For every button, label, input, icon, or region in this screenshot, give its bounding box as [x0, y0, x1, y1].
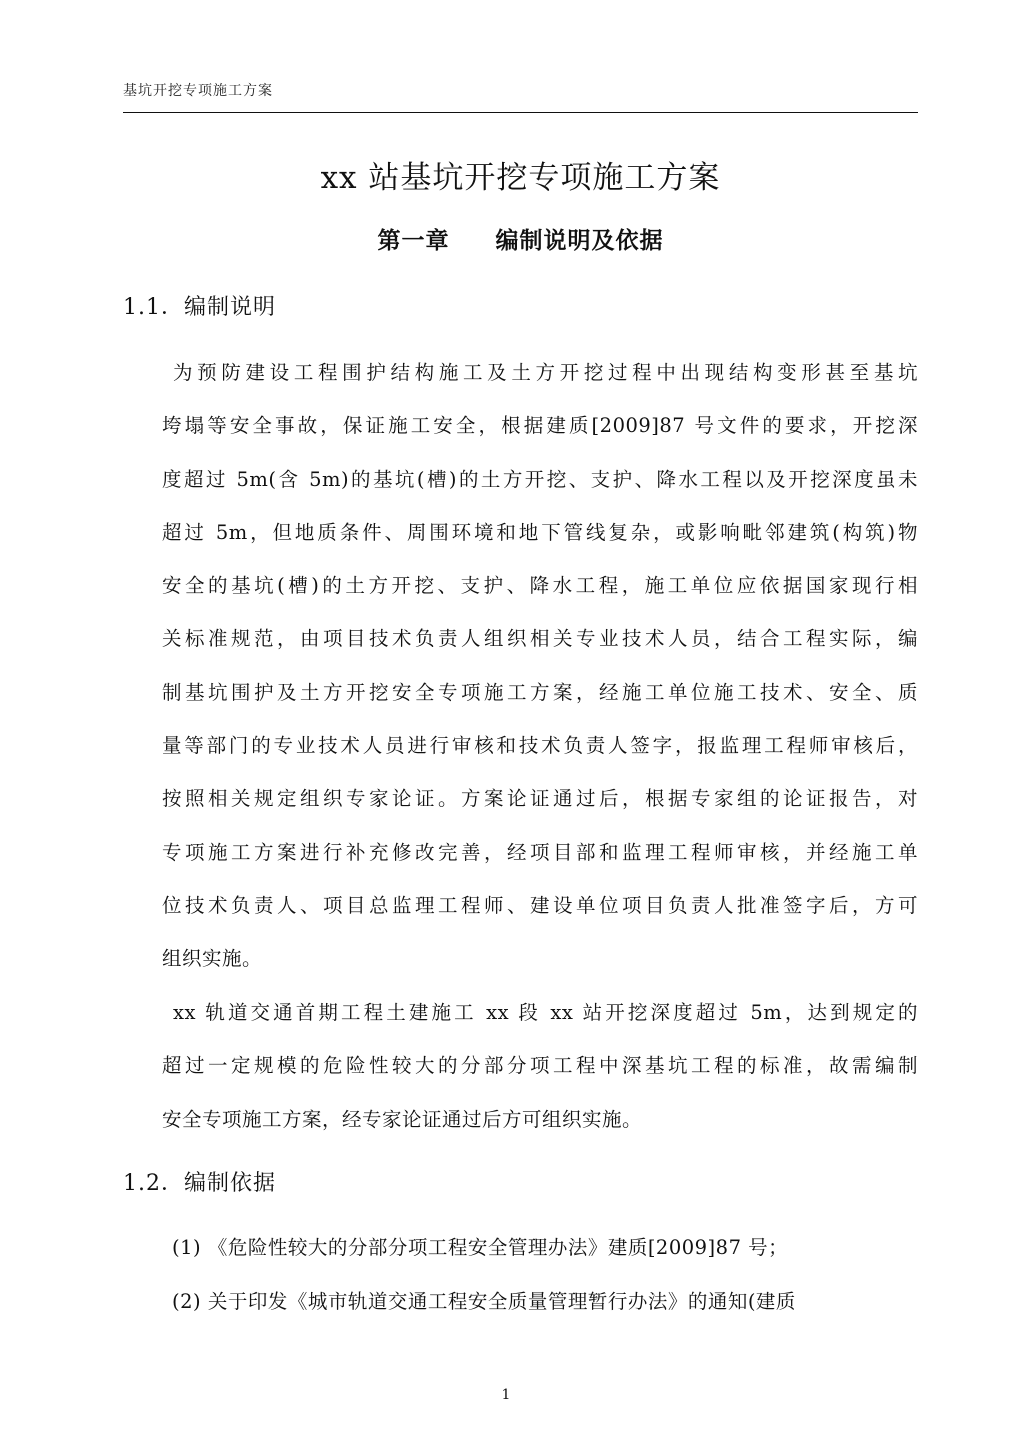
header-rule	[123, 112, 918, 113]
paragraph-line: 位技术负责人、项目总监理工程师、建设单位项目负责人批准签字后，方可	[162, 893, 918, 917]
basis-item-1: (1) 《危险性较大的分部分项工程安全管理办法》建质[2009]87 号；	[172, 1236, 789, 1259]
section-heading-1-2: 1.2．编制依据	[123, 1171, 276, 1196]
paragraph-line: 量等部门的专业技术人员进行审核和技术负责人签字，报监理工程师审核后，	[162, 734, 918, 758]
paragraph-line: xx 轨道交通首期工程土建施工 xx 段 xx 站开挖深度超过 5m，达到规定的	[173, 1001, 918, 1024]
paragraph-line: 垮塌等安全事故，保证施工安全，根据建质[2009]87 号文件的要求，开挖深	[162, 414, 918, 438]
paragraph-line: 度超过 5m(含 5m)的基坑(槽)的土方开挖、支护、降水工程以及开挖深度虽未	[162, 467, 918, 491]
chapter-heading	[123, 222, 918, 255]
paragraph-line: 组织实施。	[162, 947, 263, 971]
paragraph-line: 专项施工方案进行补充修改完善，经项目部和监理工程师审核，并经施工单	[162, 840, 918, 864]
paragraph-line: 制基坑围护及土方开挖安全专项施工方案，经施工单位施工技术、安全、质	[162, 680, 918, 704]
section-heading-1-1: 1.1．编制说明	[123, 295, 276, 320]
paragraph-1	[123, 346, 918, 986]
paragraph-line: 安全的基坑(槽)的土方开挖、支护、降水工程，施工单位应依据国家现行相	[162, 574, 918, 598]
paragraph-line: 按照相关规定组织专家论证。方案论证通过后，根据专家组的论证报告，对	[162, 787, 918, 811]
chapter-number: 第一章	[377, 227, 450, 254]
paragraph-line: 为预防建设工程围护结构施工及土方开挖过程中出现结构变形甚至基坑	[173, 361, 918, 384]
basis-item-2: (2) 关于印发《城市轨道交通工程安全质量管理暂行办法》的通知(建质	[172, 1290, 796, 1313]
paragraph-line: 关标准规范，由项目技术负责人组织相关专业技术人员，结合工程实际，编	[162, 627, 918, 651]
paragraph-line: 超过一定规模的危险性较大的分部分项工程中深基坑工程的标准，故需编制	[162, 1054, 918, 1078]
paragraph-line: 超过 5m，但地质条件、周围环境和地下管线复杂，或影响毗邻建筑(构筑)物	[162, 520, 918, 544]
paragraph-line: 安全专项施工方案，经专家论证通过后方可组织实施。	[162, 1107, 643, 1131]
paragraph-2	[123, 986, 918, 1146]
chapter-title: 编制说明及依据	[495, 227, 664, 254]
document-title: xx 站基坑开挖专项施工方案	[320, 160, 721, 196]
page-number: 1	[501, 1387, 511, 1403]
running-header: 基坑开挖专项施工方案	[123, 83, 273, 99]
